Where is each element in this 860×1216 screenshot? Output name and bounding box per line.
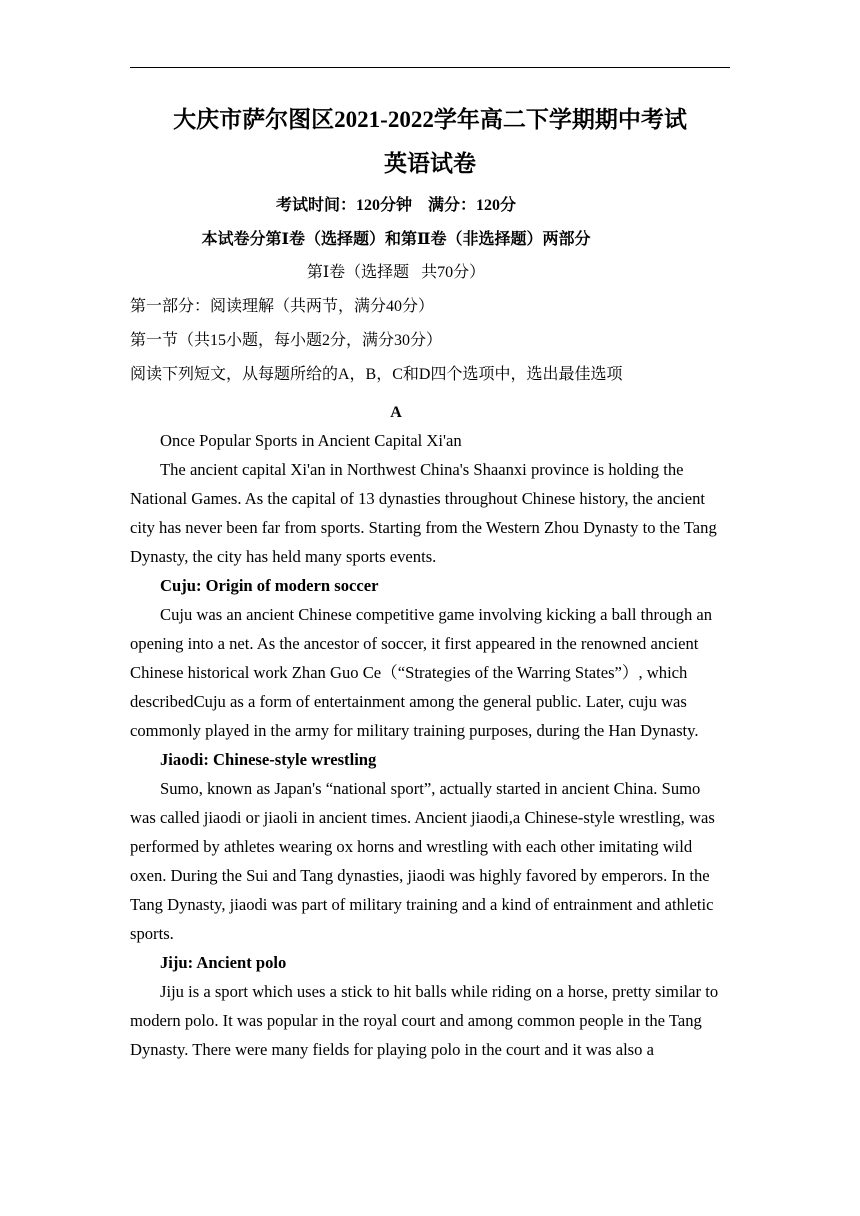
section-heading-cuju: Cuju: Origin of modern soccer [160,576,379,595]
section-text-jiaodi: Sumo, known as Japan's “national sport”, actually started in ancient China. Sumo was called jiaodi or jiaoli in ancient times. Ancient jiaodi,a Chinese-style wrestling, was performed by athletes wearing ox horns and wrestling with each other imitating wild oxen. During the Sui and Tang dynasties, jiaodi was highly favored by emperors. In the Tang Dynasty, jiaodi was part of military training and a kind of entrainment and athletic sports. [130,779,715,943]
passage-body [130,426,730,1064]
exam-subject: 英语试卷 [384,151,476,176]
paper-parts-note: 本试卷分第Ⅰ卷（选择题）和第Ⅱ卷（非选择题）两部分 [201,231,591,248]
section-heading-jiju: Jiju: Ancient polo [160,953,287,972]
header-rule [130,67,730,68]
part-one-heading: 第一部分：阅读理解（共两节，满分40分） [130,298,435,315]
passage-label: A [390,404,402,421]
section-text-jiju: Jiju is a sport which uses a stick to hit balls while riding on a horse, pretty similar to modern polo. It was popular in the royal court and among common people in the Tang Dynasty. There were many fields for playing polo in the court and it was also a [130,982,719,1059]
passage-title: Once Popular Sports in Ancient Capital Xi'an [160,431,462,450]
section-text-cuju: Cuju was an ancient Chinese competitive game involving kicking a ball through an opening into a net. As the ancestor of soccer, it first appeared in the renowned ancient Chinese historical work Zhan Guo Ce（“Strategies of the Warring States”）, which describedCuju as a form of entertainment among the general public. Later, cuju was commonly played in the army for military training purposes, during the Han Dynasty. [130,605,713,740]
passage-intro: The ancient capital Xi'an in Northwest China's Shaanxi province is holding the National Games. As the capital of 13 dynasties throughout Chinese history, the ancient city has never been far from sports. Starting from the Western Zhou Dynasty to the Tang Dynasty, the city has held many sports events. [130,460,717,566]
exam-title: 大庆市萨尔图区2021-2022学年高二下学期期中考试 [173,107,687,132]
exam-time-score: 考试时间：120分钟 满分：120分 [275,197,516,214]
section-heading-jiaodi: Jiaodi: Chinese-style wrestling [160,750,377,769]
volume-one-heading: 第Ⅰ卷（选择题 共70分） [306,264,486,281]
section-one-heading: 第一节（共15小题，每小题2分，满分30分） [130,332,443,349]
reading-directions: 阅读下列短文，从每题所给的A，B，C和D四个选项中，选出最佳选项 [130,366,623,383]
